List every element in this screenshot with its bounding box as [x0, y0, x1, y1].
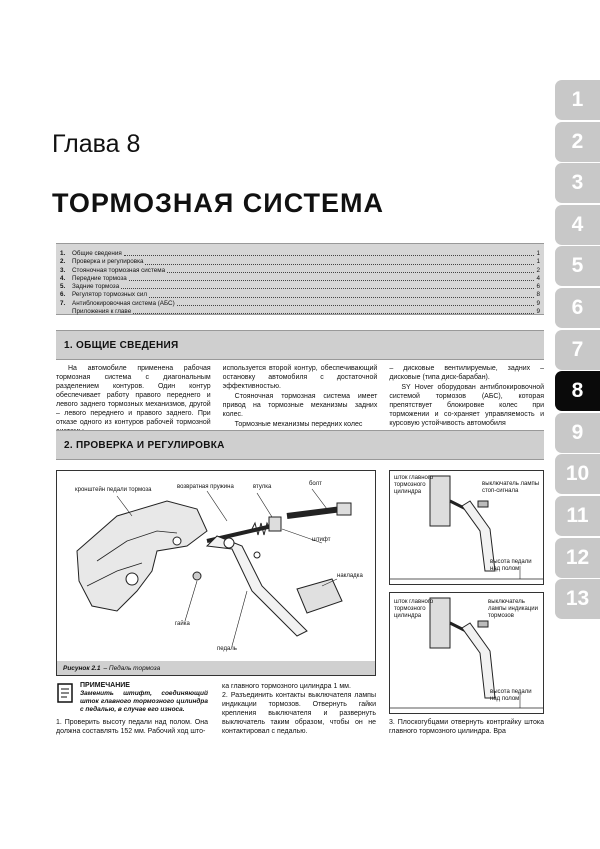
pencil-note-icon — [56, 682, 76, 704]
chapter-tab-13[interactable]: 13 — [555, 579, 600, 619]
chapter-tab-6[interactable]: 6 — [555, 288, 600, 328]
label-rod: шток главного тормозного цилиндра — [394, 475, 434, 495]
toc-row[interactable] — [56, 250, 544, 258]
toc-number: 7. — [60, 299, 66, 307]
toc-number: 1. — [60, 250, 66, 257]
page-title: ТОРМОЗНАЯ СИСТЕМА — [52, 188, 385, 218]
toc-leader-dots — [121, 288, 534, 289]
toc-number: 2. — [60, 258, 66, 266]
chapter-tab-10[interactable]: 10 — [555, 454, 600, 494]
chapter-tab-11[interactable]: 11 — [555, 496, 600, 536]
caption-number: Рисунок 2.1 — [63, 664, 101, 672]
caption-text: – Педаль тормоза — [103, 664, 161, 672]
chapter-tab-7[interactable]: 7 — [555, 330, 600, 370]
chapter-tab-9[interactable]: 9 — [555, 413, 600, 453]
chapter-tab-12[interactable]: 12 — [555, 538, 600, 578]
chapter-tab-8[interactable]: 8 — [555, 371, 600, 411]
label-bolt: болт — [309, 481, 322, 487]
toc-title: Передние тормоза — [72, 274, 127, 282]
paragraph: Стояночная тормозная система имеет привод на тормозные механизмы задних колес. — [222, 393, 378, 418]
section-1-text — [56, 364, 544, 437]
text-column-1 — [56, 364, 211, 437]
label-pedal: педаль — [217, 646, 237, 652]
toc-row[interactable] — [56, 308, 544, 316]
toc-page: 1 — [536, 250, 540, 257]
toc-row[interactable] — [56, 291, 544, 299]
toc-number: 5. — [60, 283, 66, 291]
toc-leader-dots — [145, 264, 534, 265]
toc-title: Задние тормоза — [72, 283, 120, 291]
paragraph: – дисковые вентилируемые, задних – дисковые (типа диск-барабан). — [389, 365, 545, 381]
toc-number: 4. — [60, 274, 66, 282]
label-nut: гайка — [175, 621, 190, 627]
toc-title: Приложения к главе — [72, 308, 132, 316]
label-rod: шток главного тормозного цилиндра — [394, 599, 434, 619]
chapter-tab-3[interactable]: 3 — [555, 163, 600, 203]
paragraph: На автомобиле применена рабочая тормозная система с диагональным разделением контуров. Один контур обеспечивает работу правого переднего и левого заднего тормозных механизмов, другой – левого переднего и правого заднего. При отказе одного из контуров рабочей тормозной — [56, 365, 211, 426]
chapter-label: Глава 8 — [52, 130, 141, 158]
toc-leader-dots — [149, 297, 534, 298]
toc-leader-dots — [133, 313, 534, 314]
toc-title: Регулятор тормозных сил — [72, 291, 148, 299]
section-heading-1: 1. ОБЩИЕ СВЕДЕНИЯ — [56, 330, 544, 360]
toc-title: Проверка и регулировка — [72, 258, 144, 266]
toc-number: 3. — [60, 266, 66, 274]
brake-pedal-drawing — [57, 471, 375, 661]
chapter-tab-1[interactable]: 1 — [555, 80, 600, 120]
paragraph: 1. Проверить высоту педали над полом. Она должна составлять 152 мм. Рабочий ход што- — [56, 719, 208, 735]
toc-title: Антиблокировочная система (АБС) — [72, 299, 175, 307]
text-column-3 — [389, 364, 544, 437]
note-heading: ПРИМЕЧАНИЕ — [80, 682, 130, 689]
toc-page: 2 — [536, 266, 540, 274]
paragraph: Тормозные механизмы передних колес — [234, 421, 363, 428]
toc-leader-dots — [167, 272, 534, 273]
paragraph: 3. Плоскогубцами отвернуть контргайку штока главного тормозного цилиндра. Вра — [389, 719, 544, 735]
label-pin: штифт — [312, 537, 331, 543]
toc-page: 1 — [536, 258, 540, 266]
toc-title: Стояночная тормозная система — [72, 266, 166, 274]
toc-page: 9 — [536, 299, 540, 307]
label-switch: выключатель лампы индикации тормозов — [488, 599, 538, 619]
figure-brake-pedal — [56, 470, 376, 676]
figure-caption — [57, 661, 375, 675]
text-column-2 — [223, 364, 378, 437]
table-of-contents — [56, 243, 544, 315]
label-pad: накладка — [337, 573, 363, 579]
note-text: Заменить штифт, соединяющий шток главного тормозного цилиндра с педалью, в случае его износа. — [80, 690, 208, 713]
toc-number: 6. — [60, 291, 66, 299]
toc-page: 4 — [536, 274, 540, 282]
figure-indicator-switch — [389, 592, 544, 714]
paragraph-line: ка главного тормозного цилиндра 1 мм. — [222, 683, 351, 690]
toc-leader-dots — [177, 305, 535, 306]
toc-row[interactable] — [56, 283, 544, 291]
toc-title: Общие сведения — [72, 250, 122, 257]
chapter-tab-4[interactable]: 4 — [555, 205, 600, 245]
toc-leader-dots — [129, 280, 535, 281]
toc-page: 9 — [536, 308, 540, 316]
note-block — [56, 682, 208, 714]
toc-page: 6 — [536, 283, 540, 291]
figure-stop-switch — [389, 470, 544, 585]
toc-row[interactable] — [56, 300, 544, 308]
chapter-tab-2[interactable]: 2 — [555, 122, 600, 162]
label-switch: выключатель лампы стоп-сигнала — [482, 481, 540, 494]
label-spring: возвратная пружина — [177, 484, 234, 490]
toc-row[interactable] — [56, 258, 544, 266]
paragraph: используется второй контур, обеспечивающий остановку автомобиля с достаточной эффективностью. — [222, 365, 378, 390]
toc-leader-dots — [124, 255, 535, 256]
paragraph — [222, 682, 376, 736]
paragraph: SY Hover оборудован антиблокировочной системой тормозов (АБС), которая препятствует блокировке колес при торможении и со-храняет управляемость и курсовую устойчивость автомобиля — [389, 384, 545, 427]
label-bracket: кронштейн педали тормоза — [75, 487, 152, 493]
label-bushing: втулка — [253, 484, 272, 490]
section-heading-2: 2. ПРОВЕРКА И РЕГУЛИРОВКА — [56, 430, 544, 460]
toc-page: 8 — [536, 291, 540, 299]
toc-row[interactable] — [56, 275, 544, 283]
label-height: высота педали над полом — [490, 689, 532, 702]
chapter-tab-5[interactable]: 5 — [555, 246, 600, 286]
toc-row[interactable] — [56, 267, 544, 275]
paragraph-line: 2. Разъединить контакты выключателя лампы индикации тормозов. Отвернуть гайки крепления выключателя и развернуть выключатель таким образом, чтобы он не контактировал с педалью. — [222, 692, 376, 735]
label-height: высота педали над полом — [490, 559, 532, 572]
